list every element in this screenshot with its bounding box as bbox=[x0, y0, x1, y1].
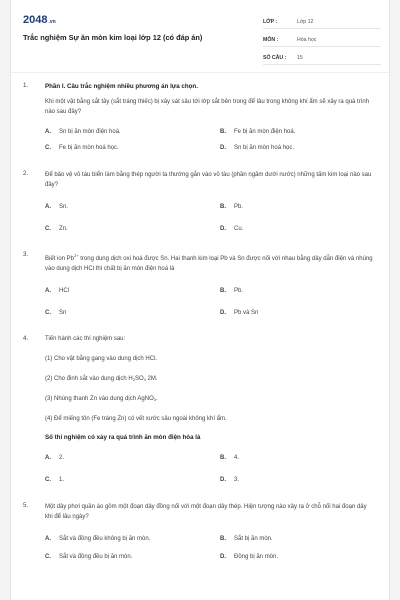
subscript: 4 bbox=[143, 377, 146, 382]
answer-options bbox=[45, 455, 373, 483]
answer-option-b[interactable] bbox=[220, 204, 395, 210]
question-intro: Tiến hành các thí nghiệm sau: bbox=[45, 336, 126, 342]
answer-options bbox=[45, 129, 373, 151]
statement-text: SO bbox=[134, 376, 144, 382]
statement-4: (4) Để miếng tôn (Fe tráng Zn) có vết xước sâu ngoài không khí ẩm. bbox=[45, 416, 227, 422]
logo-text: 2048 bbox=[23, 14, 48, 26]
statement-1: (1) Cho vật bằng gang vào dung dịch HCl. bbox=[45, 356, 158, 362]
logo-suffix: .vn bbox=[48, 19, 56, 25]
option-text: Fe bị ăn mòn điện hoá. bbox=[234, 129, 296, 135]
option-letter: B. bbox=[220, 129, 226, 135]
answer-option-d[interactable] bbox=[220, 310, 395, 316]
question-number: 2. bbox=[23, 170, 29, 177]
question-1 bbox=[23, 82, 373, 151]
option-text: 4. bbox=[234, 455, 240, 461]
option-letter: A. bbox=[45, 536, 51, 542]
question-2 bbox=[23, 170, 373, 232]
option-letter: B. bbox=[220, 288, 226, 294]
meta-value: 15 bbox=[297, 54, 303, 61]
answer-option-a[interactable] bbox=[45, 455, 220, 461]
subscript: 2 bbox=[132, 377, 135, 382]
answer-option-d[interactable] bbox=[220, 226, 395, 232]
answer-option-c[interactable] bbox=[45, 554, 220, 560]
question-4 bbox=[23, 335, 373, 483]
option-letter: C. bbox=[45, 310, 51, 316]
question-5 bbox=[23, 502, 373, 560]
answer-options bbox=[45, 204, 373, 232]
statement-2 bbox=[45, 375, 373, 384]
answer-options bbox=[45, 536, 373, 560]
site-logo[interactable] bbox=[23, 14, 56, 26]
answer-option-a[interactable] bbox=[45, 129, 220, 135]
subscript: 3 bbox=[153, 397, 156, 402]
option-text: Pb và Sn bbox=[234, 310, 259, 316]
question-text: Để bảo vệ vỏ tàu biển làm bằng thép người ta thường gắn vào vỏ tàu (phần ngâm dưới nước) những tấm kim loại nào sau đây? bbox=[45, 172, 372, 188]
answer-option-b[interactable] bbox=[220, 455, 395, 461]
statement-text: . bbox=[155, 396, 158, 402]
question-text-part: Biết ion Pb bbox=[45, 256, 75, 262]
statement-3 bbox=[45, 395, 373, 404]
question-number: 4. bbox=[23, 335, 29, 342]
meta-value: Lớp 12 bbox=[297, 18, 314, 25]
answer-option-c[interactable] bbox=[45, 310, 220, 316]
answer-option-c[interactable] bbox=[45, 145, 220, 151]
option-text: Sắt và đồng đều bị ăn mòn. bbox=[59, 554, 133, 560]
option-letter: B. bbox=[220, 536, 226, 542]
statement-text: (3) Nhúng thanh Zn vào dung dịch AgNO bbox=[45, 396, 154, 402]
option-text: Sn bbox=[59, 310, 67, 316]
meta-panel bbox=[263, 15, 381, 69]
meta-label: LỚP : bbox=[263, 18, 278, 25]
option-text: Đồng bị ăn mòn. bbox=[234, 554, 279, 560]
statement-text: 2M. bbox=[145, 376, 158, 382]
question-number: 1. bbox=[23, 82, 29, 89]
option-letter: A. bbox=[45, 204, 51, 210]
option-text: Sắt và đồng đều không bị ăn mòn. bbox=[59, 536, 151, 542]
option-text: HCl bbox=[59, 288, 69, 294]
meta-label: SỐ CÂU : bbox=[263, 54, 287, 61]
question-list bbox=[11, 76, 391, 560]
answer-options bbox=[45, 288, 373, 316]
question-3 bbox=[23, 251, 373, 316]
option-letter: A. bbox=[45, 129, 51, 135]
option-letter: C. bbox=[45, 226, 51, 232]
question-number: 5. bbox=[23, 502, 29, 509]
option-letter: B. bbox=[220, 204, 226, 210]
answer-option-c[interactable] bbox=[45, 226, 220, 232]
option-text: 3. bbox=[234, 477, 240, 483]
option-text: Sn bị ăn mòn hoá học. bbox=[234, 145, 295, 151]
option-letter: D. bbox=[220, 554, 226, 560]
option-text: Cu. bbox=[234, 226, 244, 232]
option-text: Zn. bbox=[59, 226, 68, 232]
question-text bbox=[45, 251, 373, 274]
meta-row-grade bbox=[263, 15, 381, 29]
option-letter: D. bbox=[220, 310, 226, 316]
option-letter: D. bbox=[220, 477, 226, 483]
option-letter: D. bbox=[220, 226, 226, 232]
section-heading: Phần I. Câu trắc nghiệm nhiều phương án lựa chọn. bbox=[45, 83, 198, 90]
answer-option-b[interactable] bbox=[220, 129, 395, 135]
page-title: Trắc nghiệm Sự ăn mòn kim loại lớp 12 (có đáp án) bbox=[23, 33, 203, 42]
option-text: Fe bị ăn mòn hoá học. bbox=[59, 145, 119, 151]
answer-option-c[interactable] bbox=[45, 477, 220, 483]
option-text: Pb. bbox=[234, 288, 244, 294]
option-letter: B. bbox=[220, 455, 226, 461]
option-text: 2. bbox=[59, 455, 65, 461]
answer-option-a[interactable] bbox=[45, 288, 220, 294]
meta-label: MÔN : bbox=[263, 36, 279, 43]
meta-row-count bbox=[263, 51, 381, 65]
page-header bbox=[11, 0, 389, 73]
answer-option-b[interactable] bbox=[220, 288, 395, 294]
option-text: 1. bbox=[59, 477, 65, 483]
option-text: Sn bị ăn mòn điện hoá. bbox=[59, 129, 121, 135]
answer-option-d[interactable] bbox=[220, 554, 395, 560]
question-text: Một dây phơi quần áo gồm một đoạn dây đồng nối với một đoạn dây thép. Hiện tượng nào xảy ra ở chỗ nối hai đoạn dây khi để lâu ngày? bbox=[45, 504, 367, 520]
meta-row-subject bbox=[263, 33, 381, 47]
question-text-part: trong dung dịch oxi hoá được Sn. Hai thanh kim loại Pb và Sn được nối với nhau bằng dây dẫn điện và nhúng vào dung dịch HCl thì chất bị ăn mòn điện hoá là bbox=[45, 256, 373, 272]
answer-option-d[interactable] bbox=[220, 477, 395, 483]
answer-option-b[interactable] bbox=[220, 536, 395, 542]
meta-value: Hóa học bbox=[297, 36, 317, 43]
answer-option-a[interactable] bbox=[45, 204, 220, 210]
answer-option-a[interactable] bbox=[45, 536, 220, 542]
option-letter: C. bbox=[45, 554, 51, 560]
option-letter: A. bbox=[45, 455, 51, 461]
question-text: Khi một vật bằng sắt tây (sắt tráng thiếc) bị xây sát sâu tới lớp sắt bên trong để lâu trong không khí ẩm sẽ xảy ra quá trình nào sau đây? bbox=[45, 99, 370, 115]
option-text: Sn. bbox=[59, 204, 69, 210]
question-prompt: Số thí nghiệm có xảy ra quá trình ăn mòn điện hóa là bbox=[45, 434, 201, 441]
option-letter: A. bbox=[45, 288, 51, 294]
answer-option-d[interactable] bbox=[220, 145, 395, 151]
option-letter: C. bbox=[45, 145, 51, 151]
statement-text: (2) Cho đinh sắt vào dung dịch H bbox=[45, 376, 133, 382]
option-letter: D. bbox=[220, 145, 226, 151]
option-text: Sắt bị ăn mòn. bbox=[234, 536, 273, 542]
document-page bbox=[10, 0, 390, 600]
ion-charge: 2+ bbox=[74, 253, 79, 258]
option-text: Pb. bbox=[234, 204, 244, 210]
option-letter: C. bbox=[45, 477, 51, 483]
question-number: 3. bbox=[23, 251, 29, 258]
